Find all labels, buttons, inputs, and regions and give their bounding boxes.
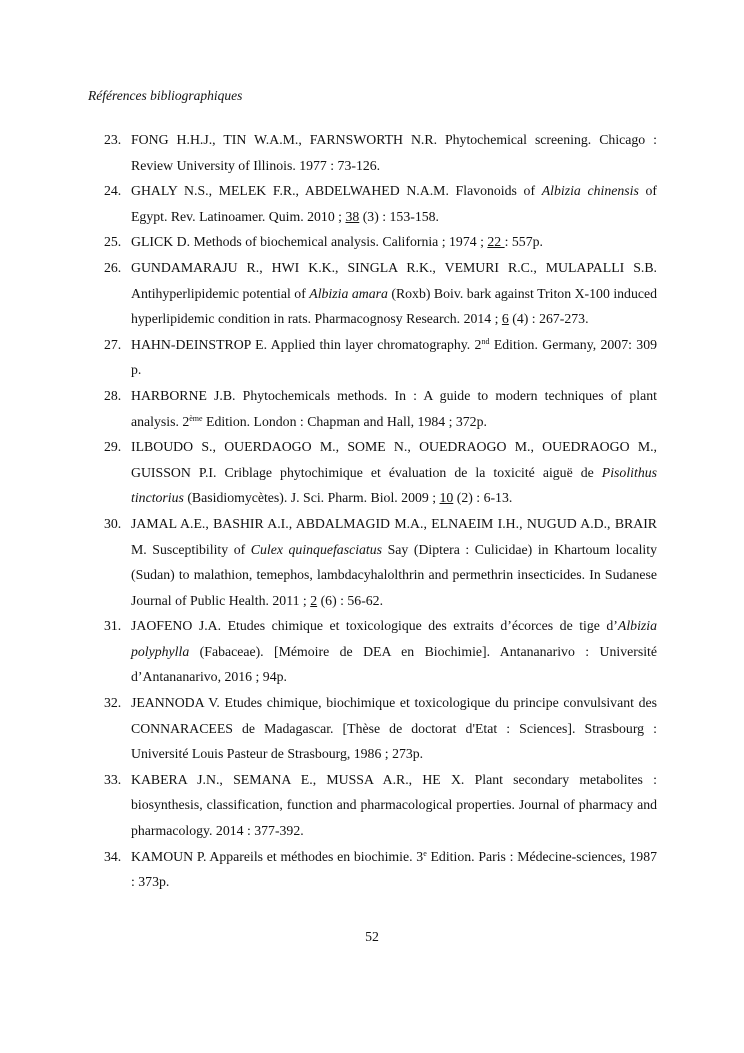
reference-text: (2) : 6-13. [453,490,513,506]
reference-number: 30. [104,515,122,531]
reference-text: (4) : 267-273. [508,311,589,327]
ordinal-suffix: ème [189,413,203,423]
species-name: Pisolithus tinctorius [131,464,657,506]
reference-text: GHALY N.S., MELEK F.R., ABDELWAHED N.A.M. Flavonoids of [131,183,542,199]
reference-text: KABERA J.N., SEMANA E., MUSSA A.R., HE X. Plant secondary metabolites : biosynthesis, classification, function and pharmacological properties. Journal of pharmacy and pharmacology. 2014 : 377-392. [131,771,657,839]
reference-text: JAMAL A.E., BASHIR A.I., ABDALMAGID M.A., ELNAEIM I.H., NUGUD A.D., BRAIR M. Susceptibility of [131,515,657,557]
reference-text: (Basidiomycètes). J. Sci. Pharm. Biol. 2009 ; [183,490,440,506]
volume-number: 10 [439,490,454,506]
species-name: Albizia amara [309,285,388,301]
volume-number: 2 [310,592,318,608]
reference-number: 26. [104,259,122,275]
reference-number: 32. [104,695,122,711]
reference-item [88,613,657,690]
species-name: Albizia chinensis [541,183,639,199]
reference-item [88,690,657,767]
reference-number: 33. [104,771,122,787]
reference-number: 23. [104,132,122,147]
ordinal-suffix: nd [481,336,490,346]
reference-text: (3) : 153-158. [359,208,439,224]
reference-text: of Egypt. Rev. Latinoamer. Quim. 2010 ; [131,183,657,224]
reference-text: GUNDAMARAJU R., HWI K.K., SINGLA R.K., VEMURI R.C., MULAPALLI S.B. Antihyperlipidemic potential of [131,259,657,301]
reference-number: 34. [104,848,122,864]
reference-list [88,127,657,895]
volume-number: 38 [345,208,360,224]
reference-text: KAMOUN P. Appareils et méthodes en biochimie. 3 [131,848,424,864]
reference-text: : 557p. [504,234,543,250]
volume-number: 6 [501,311,509,327]
species-name: Culex quinquefasciatus [250,541,383,557]
reference-text: GLICK D. Methods of biochemical analysis. California ; 1974 ; [131,234,488,250]
reference-text: ILBOUDO S., OUERDAOGO M., SOME N., OUEDRAOGO M., OUEDRAOGO M., GUISSON P.I. Criblage phytochimique et évaluation de la toxicité aiguë de [131,439,657,480]
reference-text: JAOFENO J.A. Etudes chimique et toxicologique des extraits d’écorces de tige d’ [131,618,618,634]
reference-item [88,767,657,844]
volume-number: 22 [487,234,505,250]
reference-item [88,178,657,229]
reference-number: 24. [104,183,122,199]
reference-number: 31. [104,618,122,634]
species-name: Albizia polyphylla [131,618,657,659]
reference-text: HARBORNE J.B. Phytochemicals methods. In : A guide to modern techniques of plant analysis. 2 [131,387,657,429]
reference-item [88,434,657,511]
reference-text: Edition. London : Chapman and Hall, 1984 ; 372p. [202,413,487,429]
reference-item [88,332,657,383]
running-header: Références bibliographiques [88,88,243,103]
reference-text: HAHN-DEINSTROP E. Applied thin layer chromatography. 2 [131,336,482,352]
reference-item [88,127,657,178]
reference-text: Edition. Germany, 2007: 309 p. [131,336,657,378]
ordinal-suffix: e [423,848,427,858]
reference-number: 25. [104,234,122,250]
reference-text: (Roxb) Boiv. bark against Triton X-100 induced hyperlipidemic condition in rats. Pharmacognosy Research. 2014 ; [131,285,657,327]
reference-item [88,511,657,613]
reference-number: 28. [104,387,122,403]
reference-text: FONG H.H.J., TIN W.A.M., FARNSWORTH N.R. Phytochemical screening. Chicago : Review University of Illinois. 1977 : 73-126. [131,132,657,173]
reference-item [88,229,657,255]
page-number: 52 [365,929,379,944]
reference-text: (Fabaceae). [Mémoire de DEA en Biochimie]. Antananarivo : Université d’Antananarivo, 2016 ; 94p. [131,643,657,685]
reference-number: 27. [104,336,122,352]
reference-item [88,844,657,895]
reference-text: JEANNODA V. Etudes chimique, biochimique et toxicologique du principe convulsivant des CONNARACEES de Madagascar. [Thèse de doctorat d'Etat : Sciences]. Strasbourg : Université Louis Pasteur de Strasbourg, 1986 ; 273p. [131,695,657,762]
reference-item [88,383,657,434]
reference-text: (6) : 56-62. [317,592,384,608]
reference-text: Edition. Paris : Médecine-sciences, 1987 : 373p. [131,848,657,890]
reference-number: 29. [104,439,122,455]
reference-text: Say (Diptera : Culicidae) in Khartoum locality (Sudan) to malathion, temephos, lambdacyhalolthrin and permethrin insecticides. In Sudanese Journal of Public Health. 2011 ; [131,541,657,608]
reference-item [88,255,657,332]
